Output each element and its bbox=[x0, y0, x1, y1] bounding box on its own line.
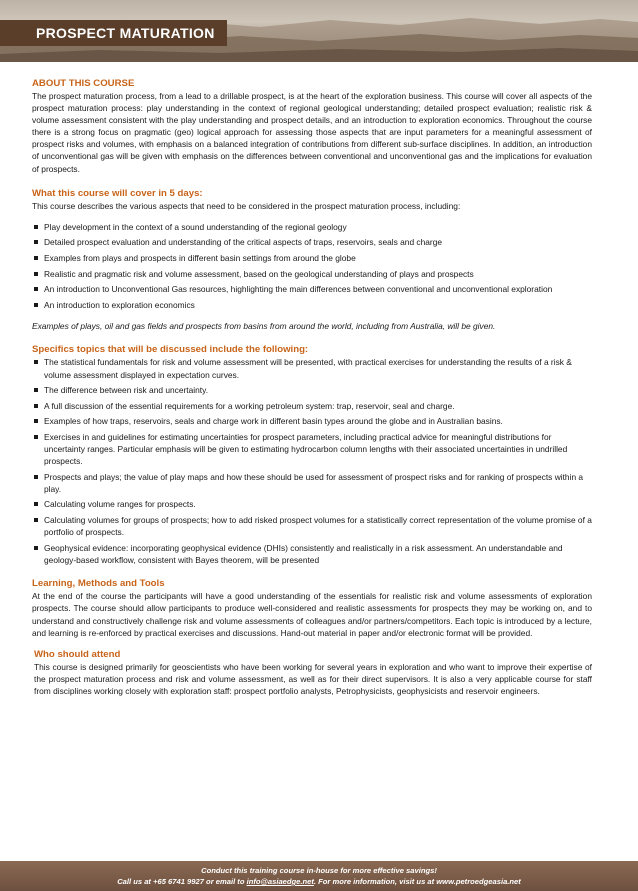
footer-website-text: . For more information, visit us at www.petroedgeasia.net bbox=[313, 877, 521, 886]
specifics-list bbox=[32, 356, 592, 565]
list-item: The statistical fundamentals for risk and volume assessment will be presented, with practical exercises for understanding the results of a risk & volume assessment displayed in expectation curves. bbox=[32, 356, 592, 380]
list-item: Geophysical evidence: incorporating geophysical evidence (DHIs) consistently and realistically in a risk assessment. An understandable and geology-based workflow, consistent with Bayes theorem, will be presented bbox=[32, 542, 592, 566]
list-item: Exercises in and guidelines for estimating uncertainties for prospect parameters, including practical advice for meaningful distributions for uncertainty ranges. Particular emphasis will be given to estimating hydrocarbon column lengths with their associated uncertainties in undrilled prospects. bbox=[32, 431, 592, 467]
who-text: This course is designed primarily for geoscientists who have been working for several years in exploration and who want to improve their expertise of the prospect maturation process and risk and volume assessment, as well as for their direct supervisors. It is also a very applicable course for staff from disciplines working closely with exploration staff: prospect portfolio analysts, Petrophysicists, geophysicists and reservoir engineers. bbox=[34, 661, 592, 696]
list-item: Realistic and pragmatic risk and volume assessment, based on the geological understanding of plays and prospects bbox=[32, 268, 592, 280]
footer-bar bbox=[0, 861, 638, 891]
about-heading: ABOUT THIS COURSE bbox=[32, 78, 135, 89]
specifics-heading: Specifics topics that will be discussed include the following: bbox=[32, 344, 309, 356]
list-item: A full discussion of the essential requirements for a working petroleum system: trap, reservoir, seal and charge. bbox=[32, 400, 592, 412]
header-banner bbox=[0, 0, 638, 62]
page-title: PROSPECT MATURATION bbox=[0, 20, 227, 46]
list-item: Play development in the context of a sound understanding of the regional geology bbox=[32, 221, 592, 233]
who-heading: Who should attend bbox=[34, 648, 121, 660]
learning-heading: Learning, Methods and Tools bbox=[32, 578, 165, 590]
list-item: Examples of how traps, reservoirs, seals and charge work in different basin types around the globe and in Australian basins. bbox=[32, 415, 592, 427]
email-link[interactable]: info@asiaedge.net bbox=[246, 877, 314, 886]
list-item: An introduction to exploration economics bbox=[32, 299, 592, 311]
footer-contact bbox=[0, 876, 638, 887]
list-item: Prospects and plays; the value of play maps and how these should be used for assessment of prospect risks and for ranking of prospects within a play. bbox=[32, 471, 592, 495]
footer-promo: Conduct this training course in-house for more effective savings! bbox=[201, 866, 437, 875]
list-item: Detailed prospect evaluation and understanding of the critical aspects of traps, reservoirs, seals and charge bbox=[32, 236, 592, 248]
list-item: Examples from plays and prospects in different basin settings from around the globe bbox=[32, 252, 592, 264]
about-text: The prospect maturation process, from a lead to a drillable prospect, is at the heart of the exploration business. This course will cover all aspects of the prospect maturation process: play understanding in the context of regional geological understanding; detailed prospect evaluation; realistic risk & volume assessment consistent with the play understanding and prospect details, and an introduction to exploration economics. Throughout the course there is a strong focus on pragmatic (geo) logical approach for assessing those aspects that are input parameters for a meaningful assessment of prospect risks and volumes, with emphasis on a balanced integration of contributions from different sub-surface disciplines. In addition, an introduction of unconventional gas will be given with emphasis on the differences between conventional and unconventional gas and the implications for evaluation of prospects. bbox=[32, 91, 592, 174]
cover-list bbox=[32, 221, 592, 311]
list-item: Calculating volumes for groups of prospects; how to add risked prospect volumes for a statistically correct representation of the volume promise of a portfolio of prospects. bbox=[32, 514, 592, 538]
course-content bbox=[32, 78, 592, 697]
footer-call-text: Call us at +65 6741 9927 or email to bbox=[117, 877, 247, 886]
cover-heading: What this course will cover in 5 days: bbox=[32, 187, 203, 199]
list-item: The difference between risk and uncertainty. bbox=[32, 384, 592, 396]
list-item: An introduction to Unconventional Gas resources, highlighting the main differences between conventional and unconventional exploration bbox=[32, 283, 592, 295]
cover-note: Examples of plays, oil and gas fields and prospects from basins from around the world, including from Australia, will be given. bbox=[32, 321, 496, 332]
list-item: Calculating volume ranges for prospects. bbox=[32, 498, 592, 510]
cover-intro: This course describes the various aspects that need to be considered in the prospect maturation process, including: bbox=[32, 200, 461, 211]
learning-text: At the end of the course the participants will have a good understanding of the essentials for realistic risk and volume assessments of exploration prospects. The course should allow participants to produce well-considered and realistic assessments for prospects they may be working on, and to understand and constructively challenge risk and volume assessments of colleagues and/or partners/competitors. Each topic is introduced by a lecture, and learning is re-enforced by practical exercises and discussions. Hand-out material in paper and/or electronic format will be provided. bbox=[32, 591, 592, 638]
